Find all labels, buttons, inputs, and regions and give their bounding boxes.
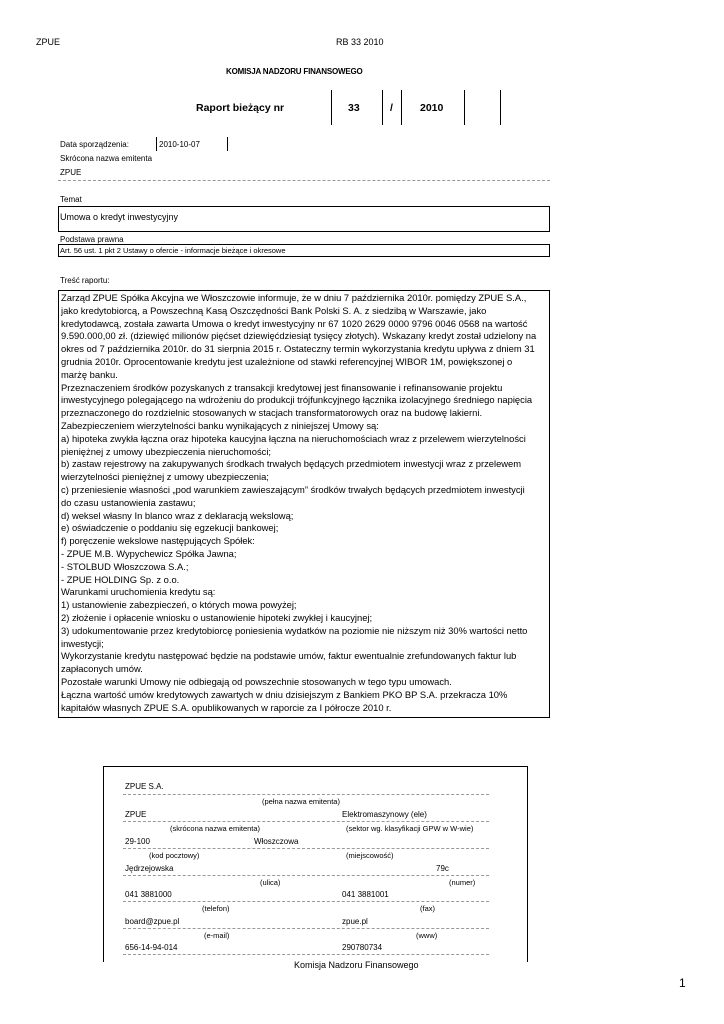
issuer-number-caption: (numer) bbox=[449, 878, 476, 887]
issuer-short-name-caption: (skrócona nazwa emitenta) bbox=[170, 824, 261, 833]
date-label: Data sporządzenia: bbox=[60, 140, 129, 149]
issuer-fax-caption: (fax) bbox=[420, 904, 435, 913]
issuer-number: 79c bbox=[436, 864, 449, 873]
content-line: - ZPUE M.B. Wypychewicz Spółka Jawna; bbox=[61, 547, 237, 559]
content-line: kredytodawcą, została zawarta Umowa o kredyt inwestycyjny nr 67 1020 2629 0000 9796 0046 0568 na wartość bbox=[61, 317, 528, 329]
report-separator: / bbox=[390, 102, 393, 114]
content-line: pieniężnej z umowy ubezpieczenia nieruchomości; bbox=[61, 445, 272, 457]
issuer-short-name: ZPUE bbox=[125, 810, 147, 819]
issuer-street-caption: (ulica) bbox=[260, 878, 281, 887]
issuer-full-name: ZPUE S.A. bbox=[125, 782, 164, 791]
issuer-www: zpue.pl bbox=[342, 917, 368, 926]
footer-authority: Komisja Nadzoru Finansowego bbox=[294, 960, 419, 970]
issuer-divider bbox=[123, 901, 489, 902]
content-line: a) hipoteka zwykła łączna oraz hipoteka kaucyjna łączna na nieruchomościach wraz z przelewem wierzytelności bbox=[61, 432, 526, 444]
content-line: d) weksel własny In blanco wraz z deklaracją wekslową; bbox=[61, 509, 294, 521]
content-line: inwestycyjnego polegającego na wdrożeniu do produkcji trójfunkcyjnego łącznika izolacyjnego średniego napięcia bbox=[61, 394, 533, 406]
issuer-nip: 656-14-94-014 bbox=[125, 943, 178, 952]
content-line: Przeznaczeniem środków pozyskanych z transakcji kredytowej jest finansowanie i refinansowanie projektu bbox=[61, 381, 503, 393]
report-content-box bbox=[58, 290, 550, 718]
issuer-regon: 290780734 bbox=[342, 943, 383, 952]
content-line: wierzytelności pieniężnej z umowy ubezpieczenia; bbox=[61, 471, 269, 483]
date-value: 2010-10-07 bbox=[159, 140, 200, 149]
short-name-value: ZPUE bbox=[60, 168, 82, 177]
issuer-postal-code-caption: (kod pocztowy) bbox=[149, 851, 200, 860]
content-line: f) poręczenie wekslowe następujących Spółek: bbox=[61, 535, 255, 547]
issuer-city-caption: (miejscowość) bbox=[346, 851, 394, 860]
report-extra-box bbox=[465, 90, 501, 125]
issuer-www-caption: (www) bbox=[416, 931, 438, 940]
content-line: Łączna wartość umów kredytowych zawartych w dniu dzisiejszym z Bankiem PKO BP S.A. przekracza 10% bbox=[61, 688, 508, 700]
issuer-email-caption: (e-mail) bbox=[204, 931, 230, 940]
header-authority: KOMISJA NADZORU FINANSOWEGO bbox=[226, 67, 363, 76]
header-report-code: RB 33 2010 bbox=[336, 37, 384, 47]
content-line: Warunkami uruchomienia kredytu są: bbox=[61, 586, 216, 598]
content-line: c) przeniesienie własności „pod warunkiem zawieszającym” środków trwałych będących przedmiotem inwestycji bbox=[61, 483, 525, 495]
content-line: 9.590.000,00 zł. (dziewięć milionów pięćset dziewięćdziesiąt tysięcy złotych). Wskazany kredyt został udzielony na bbox=[61, 330, 537, 342]
content-line: - STOLBUD Włoszczowa S.A.; bbox=[61, 560, 189, 572]
issuer-email: board@zpue.pl bbox=[125, 917, 180, 926]
content-line: - ZPUE HOLDING Sp. z o.o. bbox=[61, 573, 180, 585]
content-line: kapitałów własnych ZPUE S.A. opublikowanych w raporcie za I półrocze 2010 r. bbox=[61, 701, 392, 713]
header-company: ZPUE bbox=[36, 37, 61, 47]
issuer-postal-code: 29-100 bbox=[125, 837, 150, 846]
content-line: Pozostałe warunki Umowy nie odbiegają od powszechnie stosowanych w tego typu umowach. bbox=[61, 675, 452, 687]
content-label: Treść raportu: bbox=[60, 276, 110, 285]
content-line: przeznaczonego do rozdzielnic stosowanych w stacjach transformatorowych oraz na budowę lakierni. bbox=[61, 407, 483, 419]
issuer-divider bbox=[123, 794, 489, 795]
issuer-divider bbox=[123, 848, 489, 849]
content-line: okres od 7 października 2010r. do 31 sierpnia 2015 r. Ostateczny termin wykorzystania kredytu upływa z dniem 31 bbox=[61, 343, 535, 355]
content-line: b) zastaw rejestrowy na zakupywanych środkach trwałych będących przedmiotem inwestycji wraz z przelewem bbox=[61, 458, 522, 470]
content-line: Zabezpieczeniem wierzytelności banku wynikających z niniejszej Umowy są: bbox=[61, 419, 379, 431]
issuer-phone-caption: (telefon) bbox=[202, 904, 230, 913]
issuer-sector-caption: (sektor wg. klasyfikacji GPW w W-wie) bbox=[346, 824, 474, 833]
report-number: 33 bbox=[348, 102, 360, 114]
legal-basis-label: Podstawa prawna bbox=[60, 235, 124, 244]
issuer-phone: 041 3881000 bbox=[125, 890, 172, 899]
legal-basis-value: Art. 56 ust. 1 pkt 2 Ustawy o ofercie - informacje bieżące i okresowe bbox=[60, 246, 286, 255]
content-line: 2) złożenie i opłacenie wniosku o ustanowienie hipoteki zwykłej i kaucyjnej; bbox=[61, 611, 373, 623]
content-line: grudnia 2010r. Oprocentowanie kredytu jest uzależnione od stawki referencyjnej WIBOR 1M, powiększonej o bbox=[61, 355, 513, 367]
issuer-city: Włoszczowa bbox=[254, 837, 299, 846]
topic-value: Umowa o kredyt inwestycyjny bbox=[60, 212, 179, 222]
short-name-label: Skrócona nazwa emitenta bbox=[60, 154, 153, 163]
content-line: e) oświadczenie o poddaniu się egzekucji bankowej; bbox=[61, 522, 279, 534]
content-line: do czasu ustanowienia zastawu; bbox=[61, 496, 196, 508]
issuer-full-name-caption: (pełna nazwa emitenta) bbox=[262, 797, 340, 806]
report-year: 2010 bbox=[420, 102, 444, 114]
page-number: 1 bbox=[679, 976, 686, 990]
content-line: jako kredytobiorcą, a Powszechną Kasą Oszczędności Bank Polski S. A. z siedzibą w Warszawie, jako bbox=[61, 304, 487, 316]
issuer-fax: 041 3881001 bbox=[342, 890, 389, 899]
issuer-divider bbox=[123, 954, 489, 955]
content-line: Zarząd ZPUE Spółka Akcyjna we Włoszczowie informuje, że w dniu 7 października 2010r. pomiędzy ZPUE S.A., bbox=[61, 292, 527, 303]
content-line: 1) ustanowienie zabezpieczeń, o których mowa powyżej; bbox=[61, 599, 297, 611]
issuer-divider bbox=[123, 928, 489, 929]
topic-label: Temat bbox=[60, 195, 82, 204]
content-line: inwestycji; bbox=[61, 637, 104, 649]
content-line: 3) udokumentowanie przez kredytobiorcę poniesienia wydatków na poziomie nie niższym niż 30% wartości netto bbox=[61, 624, 528, 636]
content-line: zapłaconych umów. bbox=[61, 663, 143, 675]
content-line: Wykorzystanie kredytu następować będzie na podstawie umów, faktur ewentualnie zrefundowanych faktur lub bbox=[61, 650, 517, 662]
content-line: marżę banku. bbox=[61, 368, 118, 380]
issuer-street: Jędrzejowska bbox=[125, 864, 174, 873]
issuer-sector: Elektromaszynowy (ele) bbox=[342, 810, 427, 819]
short-name-underline bbox=[58, 180, 550, 181]
issuer-divider bbox=[123, 875, 489, 876]
report-title-label: Raport bieżący nr bbox=[196, 102, 285, 114]
issuer-divider bbox=[123, 821, 489, 822]
